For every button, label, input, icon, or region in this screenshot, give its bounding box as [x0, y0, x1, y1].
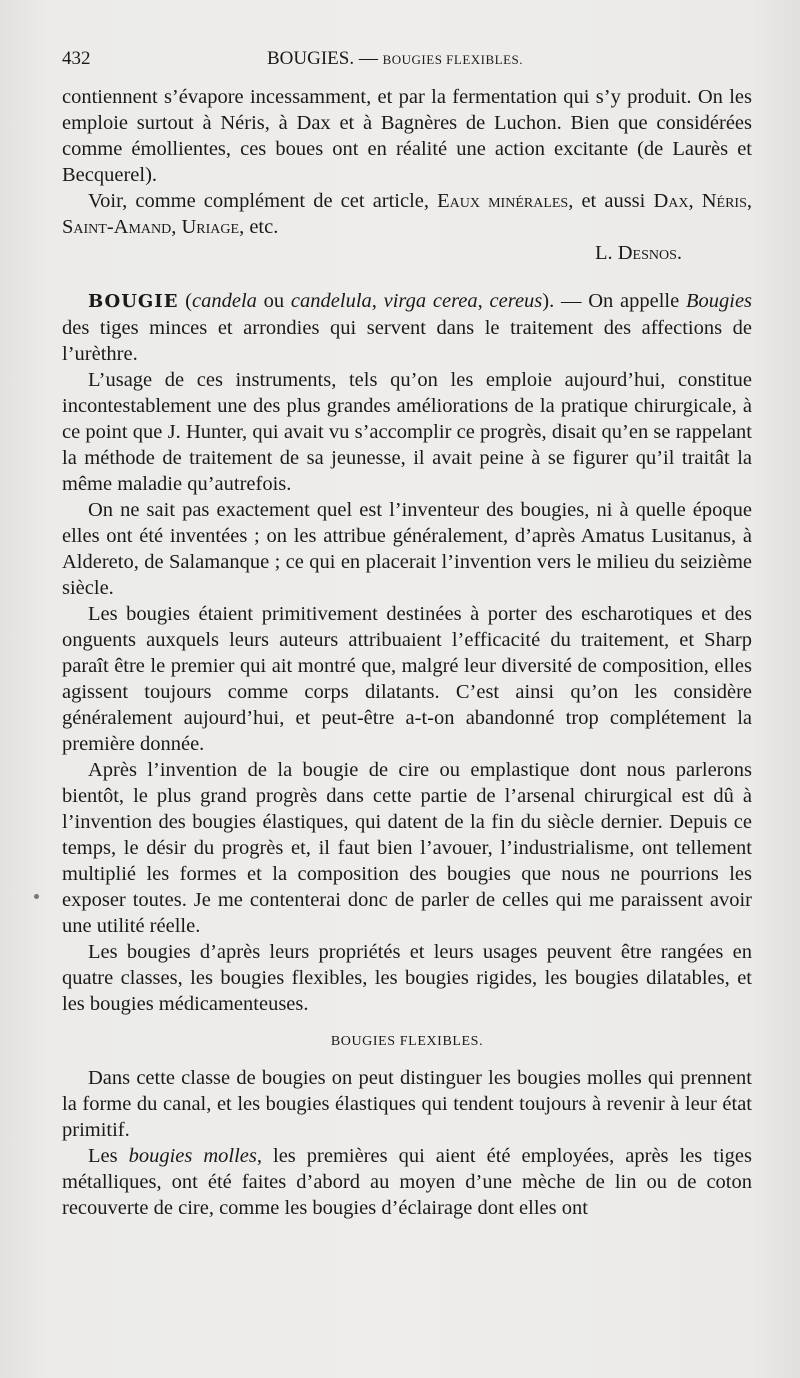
signature-initial: L.: [594, 242, 618, 264]
sep: ,: [688, 190, 702, 212]
margin-speck: [34, 894, 39, 899]
comma: ,: [477, 290, 490, 312]
soft-rest: , les premières qui aient été employées, après les tiges métalliques, ont été faites d’abord au moyen d’une mèche de lin ou de coton recouverte de cire, comme les bougies d’éclairage dont elles ont: [62, 1145, 752, 1219]
signature-name: Desnos.: [617, 242, 682, 264]
running-title-sub: BOUGIES FLEXIBLES.: [382, 52, 524, 67]
section-heading: BOUGIES FLEXIBLES.: [330, 1034, 484, 1049]
paragraph-progress: Après l’invention de la bougie de cire ou emplastique dont nous parlerons bientôt, le plus grand progrès dans cette partie de l’arsenal chirurgical est dû à l’invention des bougies élastiques, qui datent de la fin du siècle dernier. Depuis ce temps, le désir du progrès et, il faut bien l’avouer, l’industrialisme, ont tellement multiplié les formes et la composition des bougies que nous ne pourrions les exposer toutes. Je me contenterai donc de parler de celles qui me paraissent avoir une utilité réelle.: [62, 759, 752, 937]
paragraph-see-also: [62, 188, 752, 240]
paren-open: (: [178, 290, 193, 312]
latin-term: candelula: [290, 290, 372, 312]
see-also-lead: Voir, comme complément de cet article,: [88, 190, 438, 212]
sep: ,: [171, 216, 182, 238]
ref-saint-amand: Saint-Amand: [62, 216, 172, 238]
entry-headword: BOUGIE: [88, 291, 179, 312]
paragraph-continued: contiennent s’évapore incessamment, et par la fermentation qui s’y produit. On les emploie surtout à Néris, à Dax et à Bagnères de Luchon. Bien que considérées comme émollientes, ces boues ont en réalité une action excitante (de Laurès et Becquerel).: [62, 86, 752, 186]
paren-close: ). — On appelle: [542, 290, 686, 312]
latin-term: candela: [192, 290, 257, 312]
author-signature: [62, 240, 752, 266]
page-header: [62, 48, 752, 76]
paragraph-soft-bougies: [62, 1143, 752, 1221]
paragraph-inventor: On ne sait pas exactement quel est l’inventeur des bougies, ni à quelle époque elles ont été inventées ; on les attribue généralement, d’après Amatus Lusitanus, à Aldereto, de Salamanque ; ce qui en placerait l’invention vers le milieu du seizième siècle.: [62, 499, 752, 599]
soft-term: bougies molles: [128, 1145, 257, 1167]
see-also-tail: , etc.: [239, 216, 279, 238]
paragraph-definition: [62, 288, 752, 367]
sep: ,: [746, 190, 753, 212]
body-text: [62, 84, 752, 1221]
running-title: [267, 48, 523, 70]
see-also-mid: , et aussi: [568, 190, 654, 212]
paragraph-flexible: Dans cette classe de bougies on peut distinguer les bougies molles qui prennent la forme du canal, et les bougies élastiques qui tendent toujours à revenir à leur état primitif.: [62, 1067, 752, 1141]
ref-neris: Néris: [701, 190, 747, 212]
comma: ,: [371, 290, 384, 312]
paragraph-classes: Les bougies d’après leurs propriétés et leurs usages peuvent être rangées en quatre classes, les bougies flexibles, les bougies rigides, les bougies dilatables, et les bougies médicamenteuses.: [62, 941, 752, 1015]
page-number: 432: [62, 48, 91, 69]
ref-eaux-minerales: Eaux minérales: [437, 190, 569, 212]
latin-term: cereus: [489, 290, 543, 312]
ref-uriage: Uriage: [181, 216, 240, 238]
ref-dax: Dax: [653, 190, 689, 212]
definition-rest: des tiges minces et arrondies qui servent dans le traitement des affections de l’urèthre.: [62, 317, 752, 365]
soft-lead: Les: [88, 1145, 129, 1167]
article-gap: [62, 266, 752, 288]
running-title-dash: —: [358, 48, 378, 69]
paragraph-usage: L’usage de ces instruments, tels qu’on les emploie aujourd’hui, constitue incontestablement une des plus grandes améliorations de la pratique chirurgicale, à ce point que J. Hunter, qui avait vu s’accomplir ce progrès, disait qu’en se rappelant la méthode de traitement de sa jeunesse, il avait peine à se figurer qu’il traitât la même maladie qu’autrefois.: [62, 369, 752, 495]
conj-or: ou: [256, 290, 291, 312]
defined-term: Bougies: [685, 290, 753, 312]
paragraph-primitive-use: Les bougies étaient primitivement destinées à porter des escharotiques et des onguents auxquels leurs auteurs attribuaient l’efficacité du traitement, et Sharp paraît être le premier qui ait montré que, malgré leur diversité de composition, elles agissent toujours comme corps dilatants. C’est ainsi qu’on les considère généralement aujourd’hui, et peut-être a-t-on abandonné trop complétement la première donnée.: [62, 603, 752, 755]
running-title-main: BOUGIES.: [267, 48, 355, 69]
latin-term: virga cerea: [383, 290, 478, 312]
